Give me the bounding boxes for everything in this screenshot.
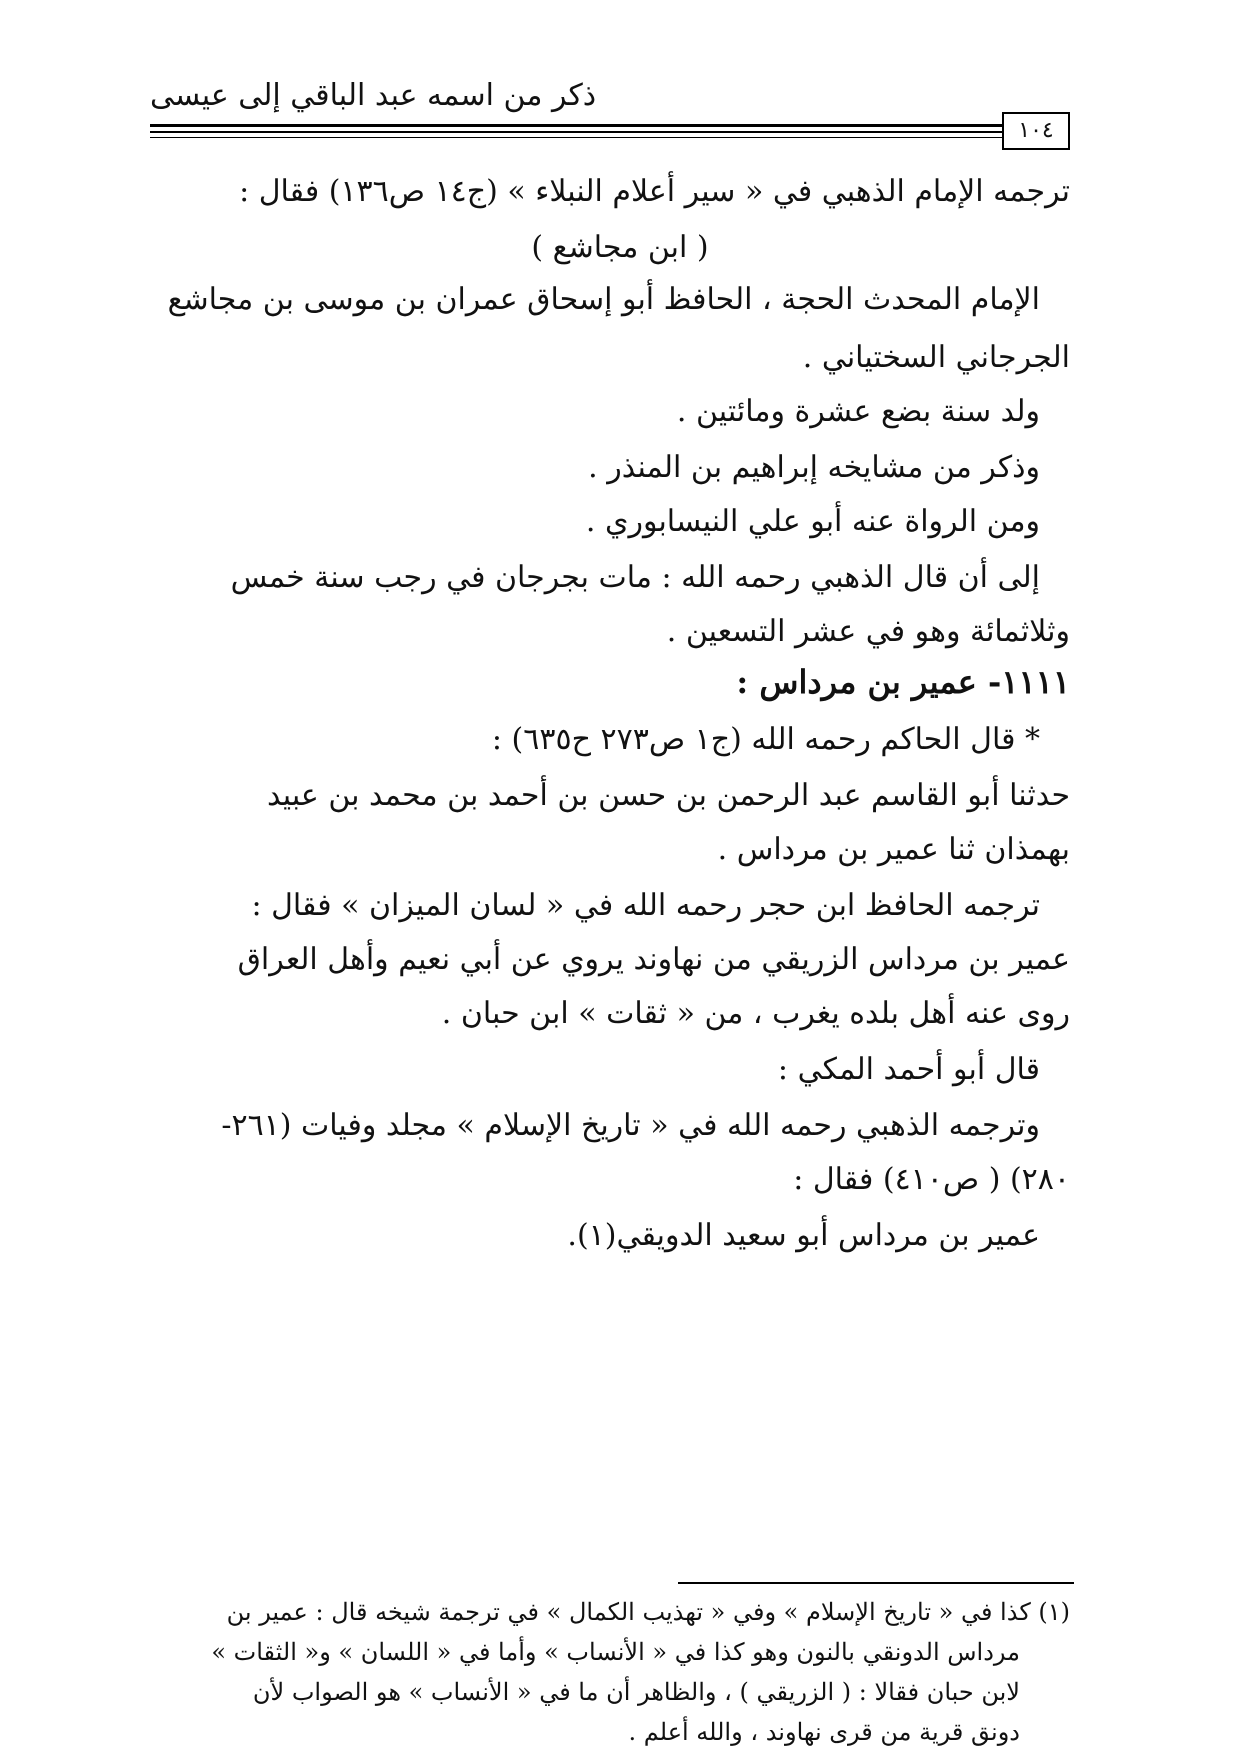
footnote-line: دونق قرية من قرى نهاوند ، والله أعلم . xyxy=(628,1718,1020,1746)
text-line: وذكر من مشايخه إبراهيم بن المنذر . xyxy=(588,450,1040,485)
text-line: الجرجاني السختياني . xyxy=(802,340,1070,375)
footnote-line: (١) كذا في « تاريخ الإسلام » وفي « تهذيب الكمال » في ترجمة شيخه قال : عمير بن xyxy=(226,1598,1070,1626)
footnote-separator xyxy=(678,1582,1074,1584)
text-line: ترجمه الإمام الذهبي في « سير أعلام النبلاء » (ج١٤ ص١٣٦) فقال : xyxy=(239,174,1070,209)
text-line: عمير بن مرداس أبو سعيد الدويقي(١). xyxy=(567,1218,1040,1253)
header-rule xyxy=(150,137,1042,138)
entry-heading: ١١١١- عمير بن مرداس : xyxy=(736,663,1070,701)
text-line: وترجمه الذهبي رحمه الله في « تاريخ الإسلام » مجلد وفيات (٢٦١- xyxy=(221,1108,1040,1143)
running-header-title: ذكر من اسمه عبد الباقي إلى عيسى xyxy=(150,78,597,113)
text-line: ومن الرواة عنه أبو علي النيسابوري . xyxy=(585,504,1040,539)
text-line: ترجمه الحافظ ابن حجر رحمه الله في « لسان الميزان » فقال : xyxy=(251,888,1040,923)
text-line: روى عنه أهل بلده يغرب ، من « ثقات » ابن حبان . xyxy=(441,996,1070,1031)
text-line: إلى أن قال الذهبي رحمه الله : مات بجرجان في رجب سنة خمس xyxy=(230,560,1040,595)
text-line: عمير بن مرداس الزريقي من نهاوند يروي عن أبي نعيم وأهل العراق xyxy=(237,942,1070,977)
footnote-line: مرداس الدونقي بالنون وهو كذا في « الأنساب » وأما في « اللسان » و« الثقات » xyxy=(211,1638,1020,1666)
text-line: الإمام المحدث الحجة ، الحافظ أبو إسحاق عمران بن موسى بن مجاشع xyxy=(167,282,1040,317)
text-line: ولد سنة بضع عشرة ومائتين . xyxy=(676,394,1040,429)
subheading: ( ابن مجاشع ) xyxy=(531,230,709,265)
text-line: قال أبو أحمد المكي : xyxy=(777,1052,1040,1087)
text-line: بهمذان ثنا عمير بن مرداس . xyxy=(717,832,1070,867)
header-rule xyxy=(150,124,1042,127)
page-number: ١٠٤ xyxy=(1002,112,1070,150)
text-line: حدثنا أبو القاسم عبد الرحمن بن حسن بن أحمد بن محمد بن عبيد xyxy=(267,778,1070,813)
text-line: ٢٨٠) ( ص٤١٠) فقال : xyxy=(793,1162,1070,1197)
footnote-line: لابن حبان فقالا : ( الزريقي ) ، والظاهر أن ما في « الأنساب » هو الصواب لأن xyxy=(252,1678,1020,1706)
text-line: وثلاثمائة وهو في عشر التسعين . xyxy=(666,614,1070,649)
text-line: * قال الحاكم رحمه الله (ج١ ص٢٧٣ ح٦٣٥) : xyxy=(491,722,1040,757)
header-rule xyxy=(150,131,1042,133)
